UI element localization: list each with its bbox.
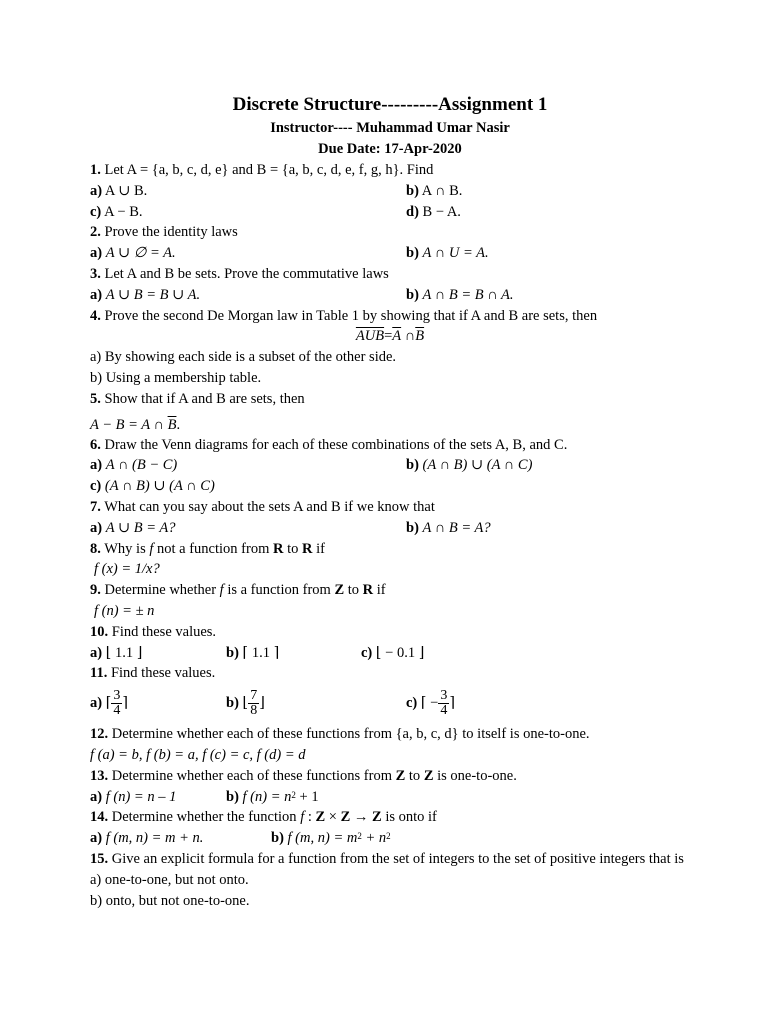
question-14-parts: a) f (m, n) = m + n. b) f (m, $n) = m^2 + n^2$ <box>90 830 391 847</box>
instructor-line: Instructor---- Muhammad Umar Nasir <box>270 120 510 136</box>
question-4-part-a: a) By showing each side is a subset of the other side. <box>90 349 397 366</box>
question-4: 4. Prove the second De Morgan law in Table 1 by showing that if A and B are sets, then <box>90 307 598 324</box>
question-3-parts: a) A ∪ B = B ∪ A. b) A ∩ B = B ∩ A. <box>90 286 514 303</box>
question-12: 12. Determine whether each of these functions from {a, b, c, d} to itself is one-to-one. <box>90 726 590 743</box>
question-3: 3. Let A and B be sets. Prove the commutative laws <box>90 265 389 282</box>
question-2-parts: a) A ∪ ∅ = A. b) A ∩ U = A. <box>90 245 489 262</box>
question-11-parts: a) ⌈ $\frac{3}{4}$ ⌉ b) ⌊ $\frac{7}{8}$ ⌋ c) ⌈ − $\frac{3}{4}$ ⌉ <box>90 688 456 719</box>
question-8-formula: f (x) = 1/x? <box>94 561 160 578</box>
document-title: Discrete Structure---------Assignment 1 <box>232 94 548 115</box>
de-morgan-formula: $\overline{AUB}=\overline{A}$ $\cap\overline{B}$ <box>355 328 425 345</box>
question-4-part-b: b) Using a membership table. <box>90 369 262 386</box>
question-11: 11. Find these values. <box>90 665 216 682</box>
question-13-parts: a) f (n) = n – 1 b) f $(n) = n^2 + 1$ <box>90 788 319 805</box>
question-5: 5. Show that if A and B are sets, then <box>90 390 305 407</box>
question-1-row-2: c) A − B. d) B − A. <box>90 203 461 220</box>
question-15: 15. Give an explicit formula for a function from the set of integers to the set of positive integers that is <box>90 850 684 867</box>
question-10: 10. Find these values. <box>90 623 217 640</box>
question-15-part-a: a) one-to-one, but not onto. <box>90 871 249 888</box>
question-13: 13. Determine whether each of these functions from Z to Z is one-to-one. <box>90 767 517 784</box>
question-9-formula: f (n) = ± n <box>94 602 155 619</box>
question-1-row-1: a) A ∪ B. b) A ∩ B. <box>90 182 463 199</box>
assignment-page <box>90 92 690 911</box>
question-6-row-2: c) (A ∩ B) ∪ (A ∩ C) <box>90 478 215 495</box>
question-9: 9. Determine whether f is a function from Z to R if <box>90 582 386 599</box>
question-15-part-b: b) onto, but not one-to-one. <box>90 892 250 909</box>
question-10-parts: a) ⌊ 1.1 ⌋ b) ⌈ 1.1 ⌉ c) ⌊ − 0.1 ⌋ <box>90 644 425 661</box>
question-6: 6. Draw the Venn diagrams for each of these combinations of the sets A, B, and C. <box>90 436 568 453</box>
question-7: 7. What can you say about the sets A and B if we know that <box>90 498 435 515</box>
question-14: 14. Determine whether the function f : Z × Z → Z is onto if <box>90 809 437 826</box>
question-1: 1. Let A = {a, b, c, d, e} and B = {a, b, c, d, e, f, g, h}. Find <box>90 162 434 178</box>
question-8: 8. Why is f not a function from R to R if <box>90 540 325 557</box>
question-6-row-1: a) A ∩ (B − C) b) (A ∩ B) ∪ (A ∩ C) <box>90 457 533 474</box>
question-7-parts: a) A ∪ B = A? b) A ∩ B = A? <box>90 519 491 536</box>
question-5-formula: A − B = A ∩ $\overline{B}$. <box>90 416 181 433</box>
question-2: 2. Prove the identity laws <box>90 224 238 241</box>
due-date: Due Date: 17-Apr-2020 <box>318 141 462 157</box>
question-12-formula: f (a) = b, f (b) = a, f (c) = c, f (d) = d <box>90 746 306 763</box>
